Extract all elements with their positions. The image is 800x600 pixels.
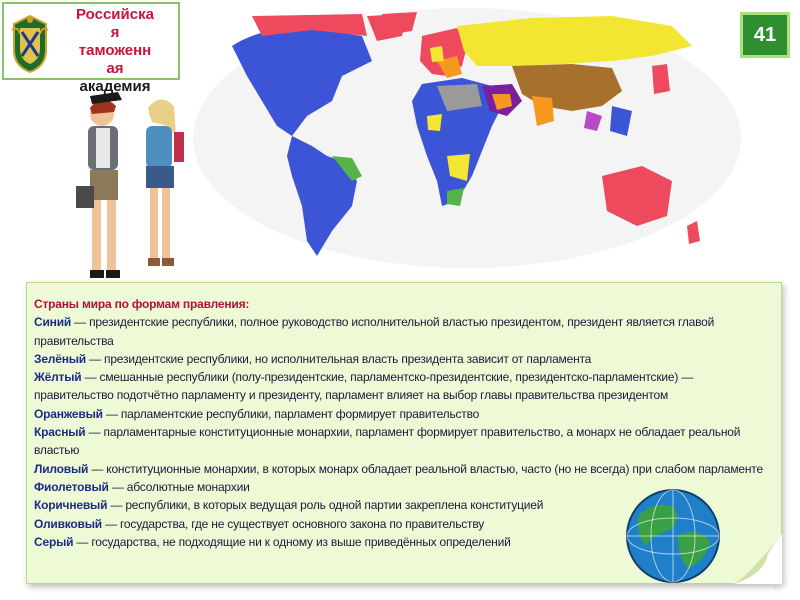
academy-title — [52, 6, 178, 96]
legend-color-word: Красный — [34, 425, 86, 440]
legend-description: — государства, не подходящие ни к одному из выше приведённых определений — [73, 534, 511, 549]
legend-description: — смешанные республики (полу-президентские, парламентско-президентские, президентско-парламентские) — правительство подотчётно парламенту и президенту, парламент влияет на выбор главы правительства президентом — [34, 370, 694, 403]
legend-item — [34, 313, 774, 350]
legend-color-word: Оранжевый — [34, 406, 103, 421]
legend-item — [34, 350, 774, 368]
academy-title-line: Российска — [76, 6, 154, 23]
legend-description: — президентские республики, но исполнительная власть президента зависит от парламента — [85, 351, 592, 366]
slide-number-badge: 41 — [740, 12, 790, 58]
footer-mark: . — [774, 580, 777, 590]
legend-description: — государства, где не существует основного закона по правительству — [101, 516, 485, 531]
legend-description: — президентские республики, полное руководство исполнительной властью президентом, президент является главой правительства — [34, 315, 715, 348]
globe-icon — [618, 486, 728, 586]
legend-color-word: Зелёный — [34, 351, 86, 366]
legend-color-word: Жёлтый — [34, 370, 82, 385]
legend-heading: Страны мира по формам правления: — [34, 297, 250, 311]
legend-description: — абсолютные монархии — [108, 479, 250, 494]
legend-description: — республики, в которых ведущая роль одной партии закреплена конституцией — [107, 498, 544, 513]
academy-title-line: я — [110, 24, 120, 41]
legend-item — [34, 368, 774, 405]
academy-header — [2, 2, 180, 95]
legend-color-word: Синий — [34, 315, 72, 330]
legend-item — [34, 423, 774, 460]
legend-color-word: Серый — [34, 534, 74, 549]
legend-color-word: Оливковый — [34, 516, 102, 531]
legend-item — [34, 405, 774, 423]
world-map-image — [192, 6, 742, 270]
legend-description: — парламентские республики, парламент формирует правительство — [102, 406, 480, 421]
legend-color-word: Фиолетовый — [34, 479, 109, 494]
legend-description: — конституционные монархии, в которых монарх обладает реальной властью, часто (но не всегда) при слабом парламенте — [88, 461, 763, 476]
customs-emblem-icon — [10, 10, 50, 74]
academy-title-line: таможенн — [78, 42, 152, 59]
academy-title-line: ая — [106, 60, 124, 77]
legend-color-word: Лиловый — [34, 461, 89, 476]
legend-item — [34, 460, 774, 478]
legend-color-word: Коричневый — [34, 498, 108, 513]
academy-title-line: академия — [79, 78, 151, 95]
legend-description: — парламентарные конституционные монархии, парламент формирует правительство, а монарх не обладает реальной властью — [34, 425, 741, 458]
students-illustration — [62, 86, 198, 286]
